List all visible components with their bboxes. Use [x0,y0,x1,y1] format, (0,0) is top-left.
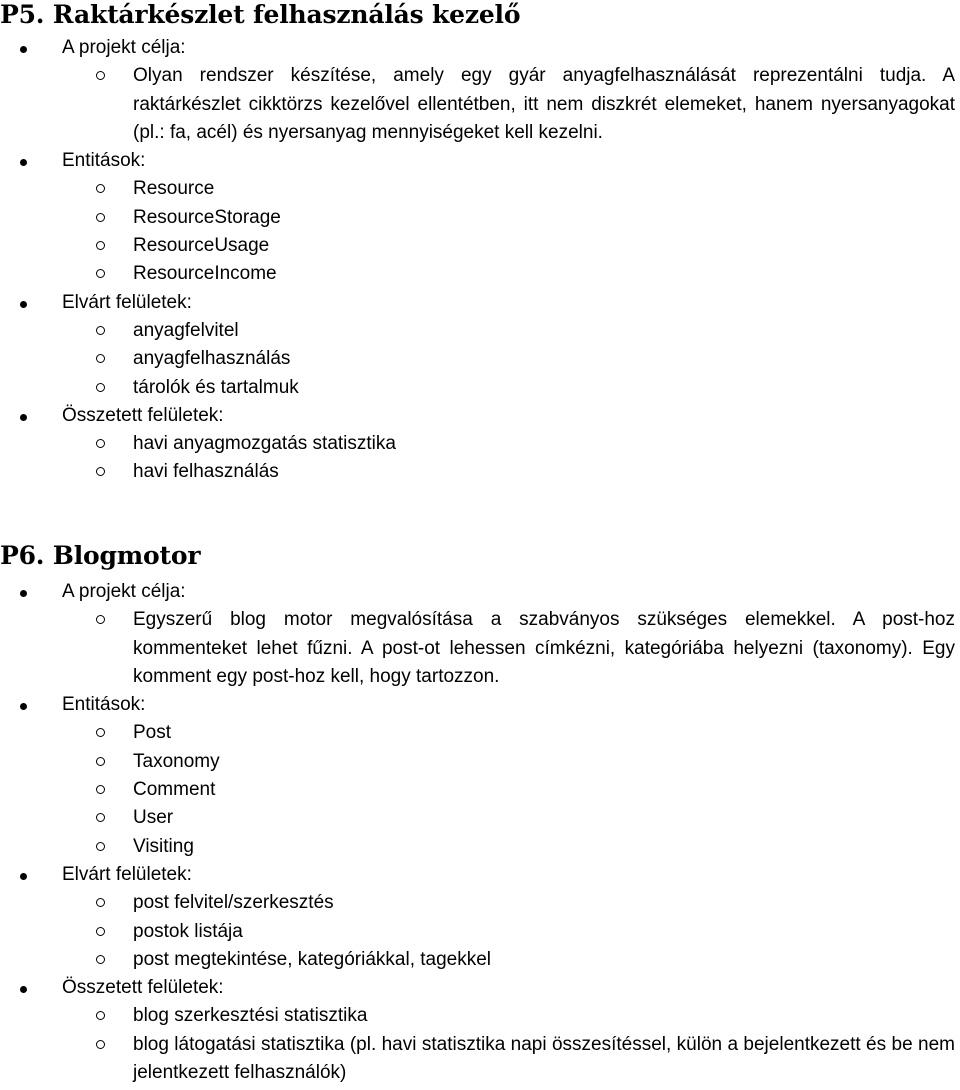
circle-bullet-icon [96,439,105,448]
sub-item: post megtekintése, kategóriákkal, tagekkel [0,946,960,974]
bullet-icon [20,873,27,880]
circle-bullet-icon [96,728,105,737]
bullet-icon [20,590,27,597]
sub-item: post felvitel/szerkesztés [0,889,960,917]
bullet-item: Elvárt felületek: [0,861,960,889]
sub-item: havi anyagmozgatás statisztika [0,430,960,458]
bullet-icon [20,703,27,710]
bullet-item: Entitások: [0,691,960,719]
bullet-icon [20,46,27,53]
bullet-icon [20,301,27,308]
circle-bullet-icon [96,467,105,476]
circle-bullet-icon [96,898,105,907]
sub-item: User [0,804,960,832]
circle-bullet-icon [96,785,105,794]
sub-item: Resource [0,175,960,203]
sub-item: havi felhasználás [0,458,960,486]
sub-item: Comment [0,776,960,804]
circle-bullet-icon [96,842,105,851]
bullet-item: Entitások: [0,147,960,175]
circle-bullet-icon [96,269,105,278]
section-heading-p5: P5. Raktárkészlet felhasználás kezelő [0,0,521,29]
sub-item: Taxonomy [0,748,960,776]
sub-item: Post [0,719,960,747]
circle-bullet-icon [96,1040,105,1049]
circle-bullet-icon [96,354,105,363]
circle-bullet-icon [96,383,105,392]
sub-item: ResourceIncome [0,260,960,288]
bullet-icon [20,159,27,166]
bullet-item: Összetett felületek: [0,402,960,430]
sub-item: ResourceUsage [0,232,960,260]
sub-item: blog szerkesztési statisztika [0,1002,960,1030]
bullet-item: A projekt célja: [0,34,960,62]
circle-bullet-icon [96,757,105,766]
sub-item: Egyszerű blog motor megvalósítása a szabványos szükséges elemekkel. A post-hoz kommenteket lehet fűzni. A post-ot lehessen címkézni, kategóriába helyezni (taxonomy). Egy komment egy post-hoz kell, hogy tartozzon. [0,606,960,691]
circle-bullet-icon [96,1011,105,1020]
section-heading-p6: P6. Blogmotor [0,541,201,570]
section-p5 [0,34,960,487]
circle-bullet-icon [96,241,105,250]
circle-bullet-icon [96,184,105,193]
sub-item: ResourceStorage [0,204,960,232]
section-p6 [0,578,960,1087]
circle-bullet-icon [96,927,105,936]
circle-bullet-icon [96,615,105,624]
circle-bullet-icon [96,71,105,80]
sub-item: Olyan rendszer készítése, amely egy gyár anyagfelhasználását reprezentálni tudja. A raktárkészlet cikktörzs kezelővel ellentétben, itt nem diszkrét elemeket, hanem nyersanyagokat (pl.: fa, acél) és nyersanyag mennyiségeket kell kezelni. [0,62,960,147]
bullet-item: Összetett felületek: [0,974,960,1002]
sub-item: anyagfelhasználás [0,345,960,373]
sub-item: Visiting [0,833,960,861]
sub-item: postok listája [0,918,960,946]
bullet-item: A projekt célja: [0,578,960,606]
bullet-icon [20,414,27,421]
bullet-icon [20,986,27,993]
circle-bullet-icon [96,326,105,335]
circle-bullet-icon [96,955,105,964]
sub-item: anyagfelvitel [0,317,960,345]
sub-item: blog látogatási statisztika (pl. havi statisztika napi összesítéssel, külön a bejelentkezett és be nem jelentkezett felhasználók) [0,1031,960,1088]
circle-bullet-icon [96,813,105,822]
bullet-item: Elvárt felületek: [0,289,960,317]
sub-item: tárolók és tartalmuk [0,374,960,402]
circle-bullet-icon [96,213,105,222]
